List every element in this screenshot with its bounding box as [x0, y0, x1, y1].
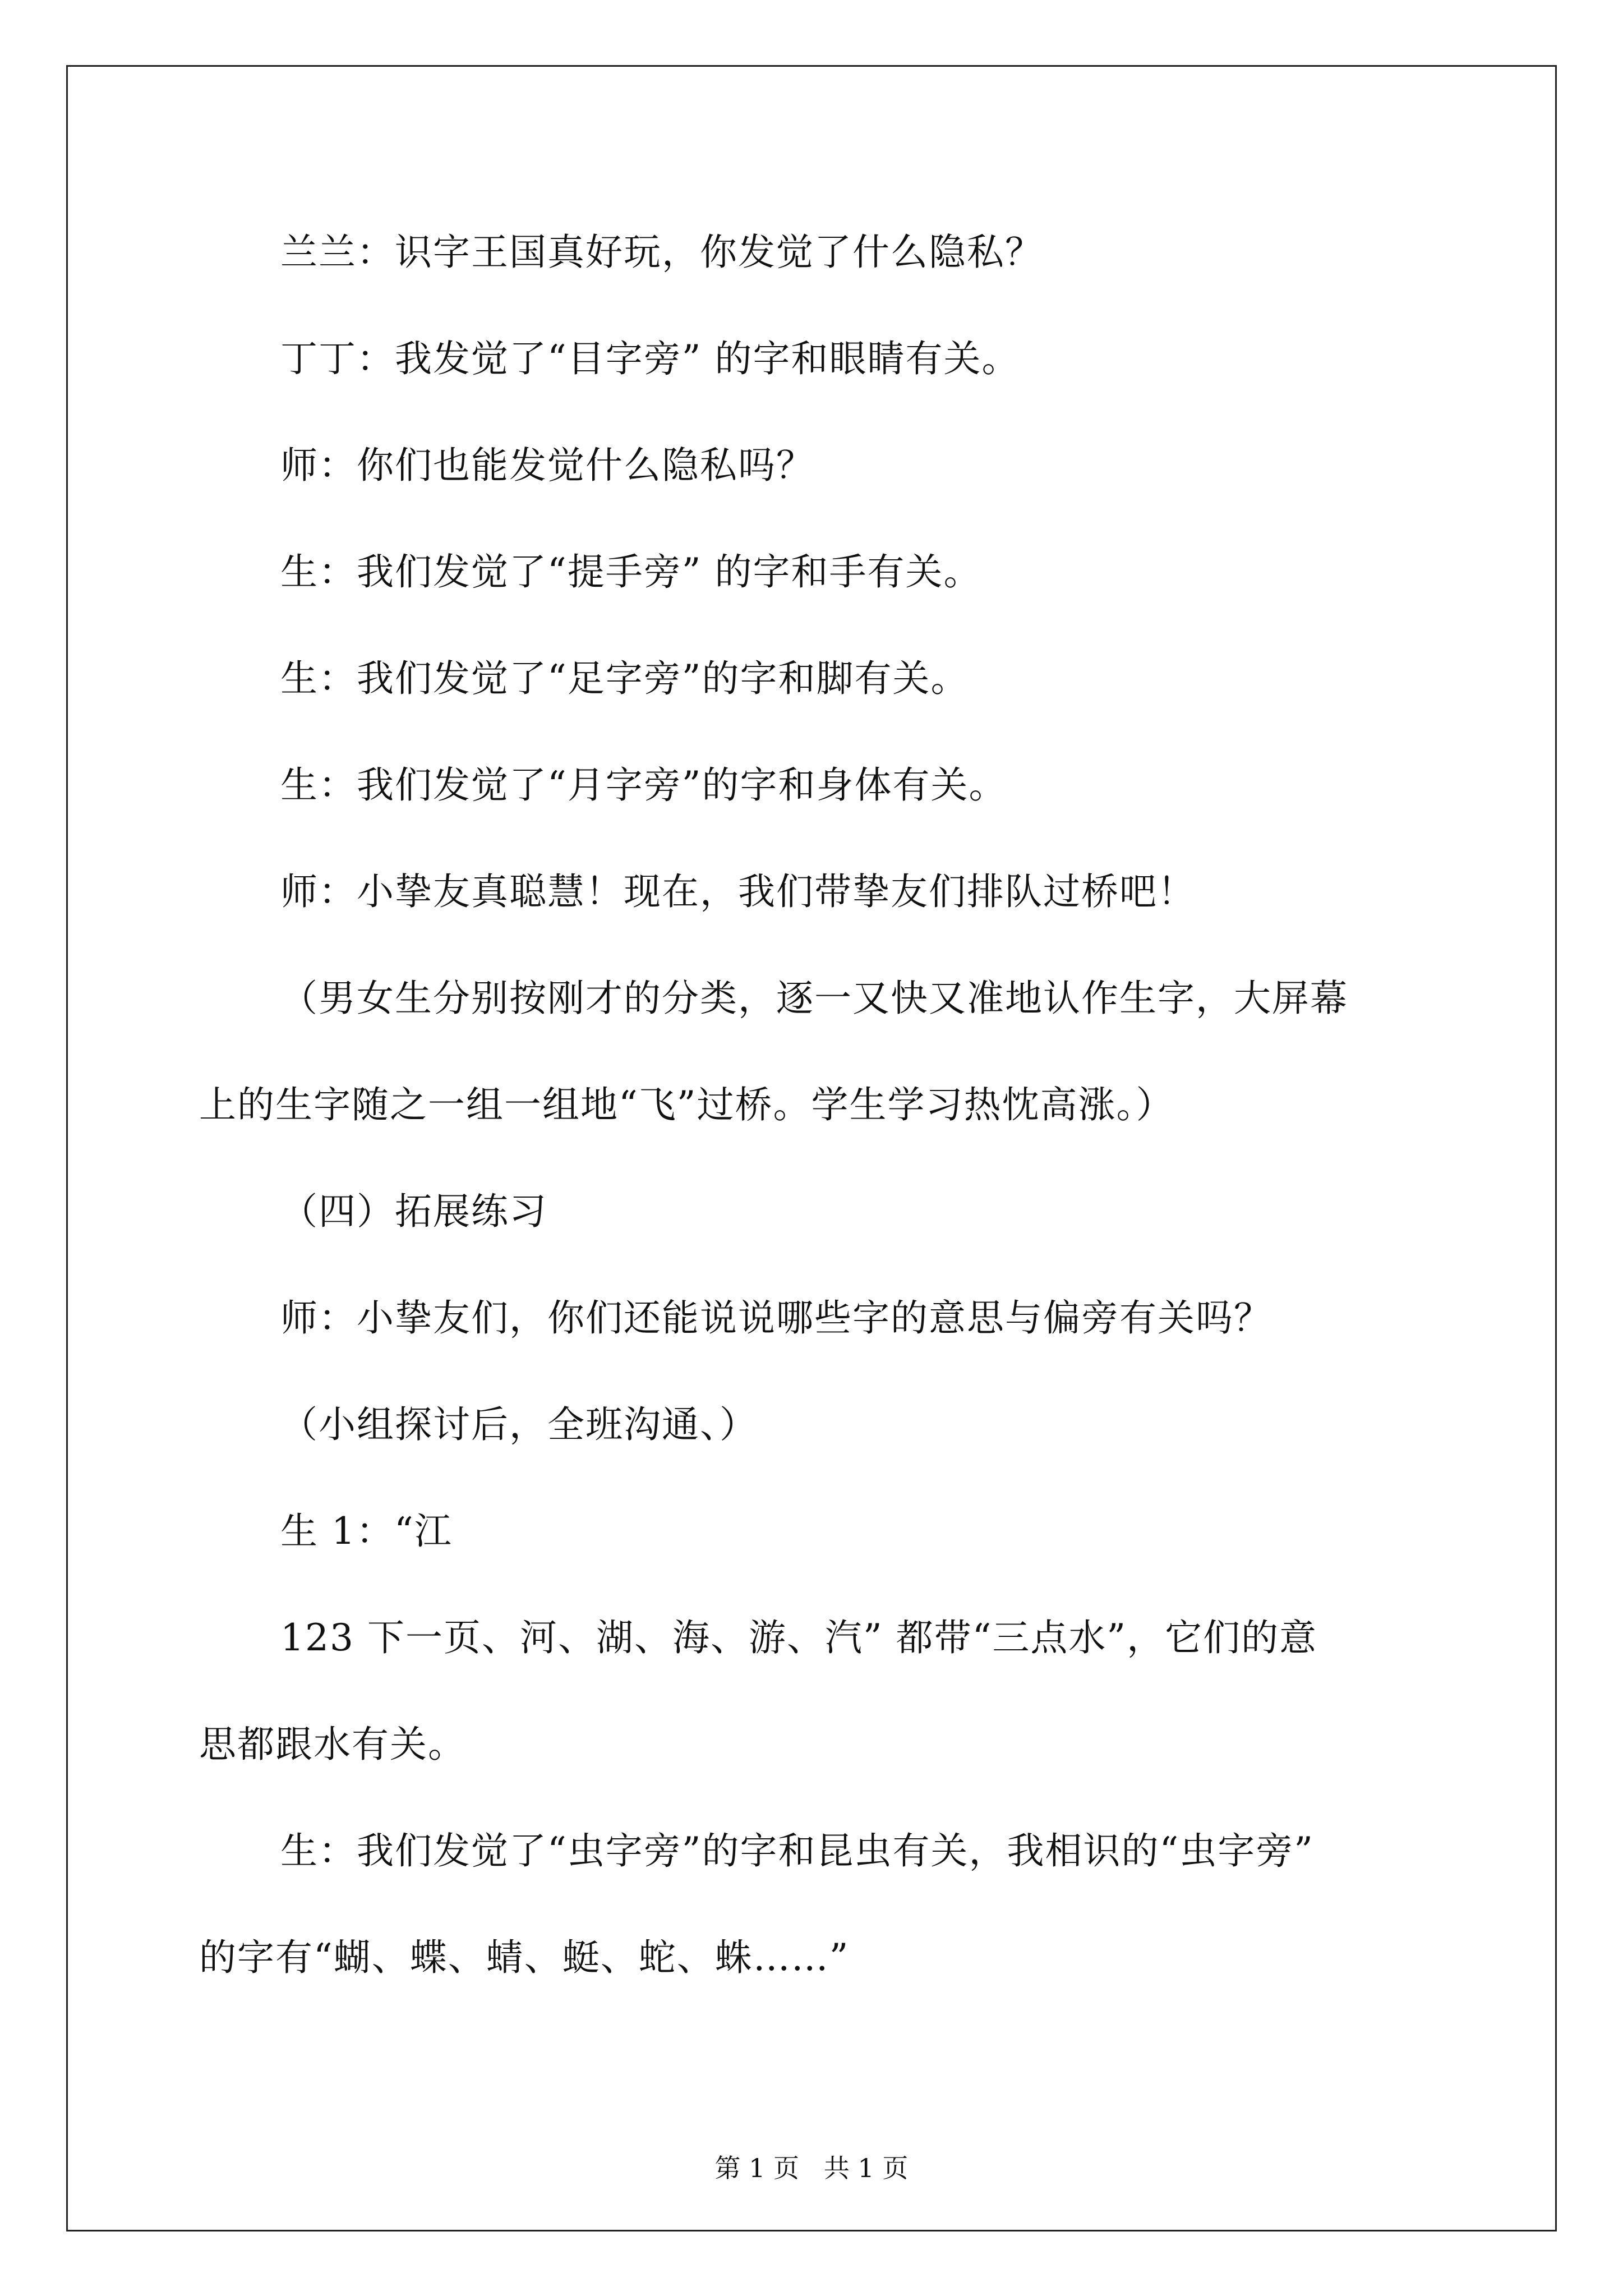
page-border [66, 65, 1557, 2231]
section-heading: （四）拓展练习 [280, 1190, 547, 1233]
paragraph-13-line-2: 的字有“蝴、蝶、蜻、蜓、蛇、蛛……” [199, 1936, 850, 1979]
paragraph-13-line-1: 生：我们发觉了“虫字旁”的字和昆虫有关，我相识的“虫字旁” [280, 1829, 1314, 1872]
paragraph-7: 师：小挚友真聪慧！现在，我们带挚友们排队过桥吧！ [280, 870, 1196, 913]
page-number-footer: 第 1 页 共 1 页 [714, 2153, 909, 2183]
paragraph-9: 师：小挚友们，你们还能说说哪些字的意思与偏旁有关吗？ [280, 1296, 1272, 1340]
paragraph-12-line-2: 思都跟水有关。 [199, 1723, 466, 1766]
paragraph-4: 生：我们发觉了“提手旁” 的字和手有关。 [280, 550, 982, 593]
paragraph-12-line-1: 123 下一页、河、湖、海、游、汽” 都带“三点水”，它们的意 [280, 1616, 1318, 1659]
paragraph-5: 生：我们发觉了“足字旁”的字和脚有关。 [280, 657, 969, 700]
paragraph-10: （小组探讨后，全班沟通、） [280, 1403, 758, 1446]
paragraph-6: 生：我们发觉了“月字旁”的字和身体有关。 [280, 763, 1007, 807]
paragraph-8-line-2: 上的生字随之一组一组地“飞”过桥。学生学习热忱高涨。） [199, 1083, 1174, 1126]
paragraph-8-line-1: （男女生分别按刚才的分类，逐一又快又准地认作生字，大屏幕 [280, 977, 1348, 1020]
paragraph-1: 兰兰：识字王国真好玩，你发觉了什么隐私？ [280, 231, 1043, 274]
paragraph-3: 师：你们也能发觉什么隐私吗？ [280, 444, 814, 487]
paragraph-11: 生 1：“江 [280, 1510, 453, 1553]
paragraph-2: 丁丁：我发觉了“目字旁” 的字和眼睛有关。 [280, 337, 1020, 380]
